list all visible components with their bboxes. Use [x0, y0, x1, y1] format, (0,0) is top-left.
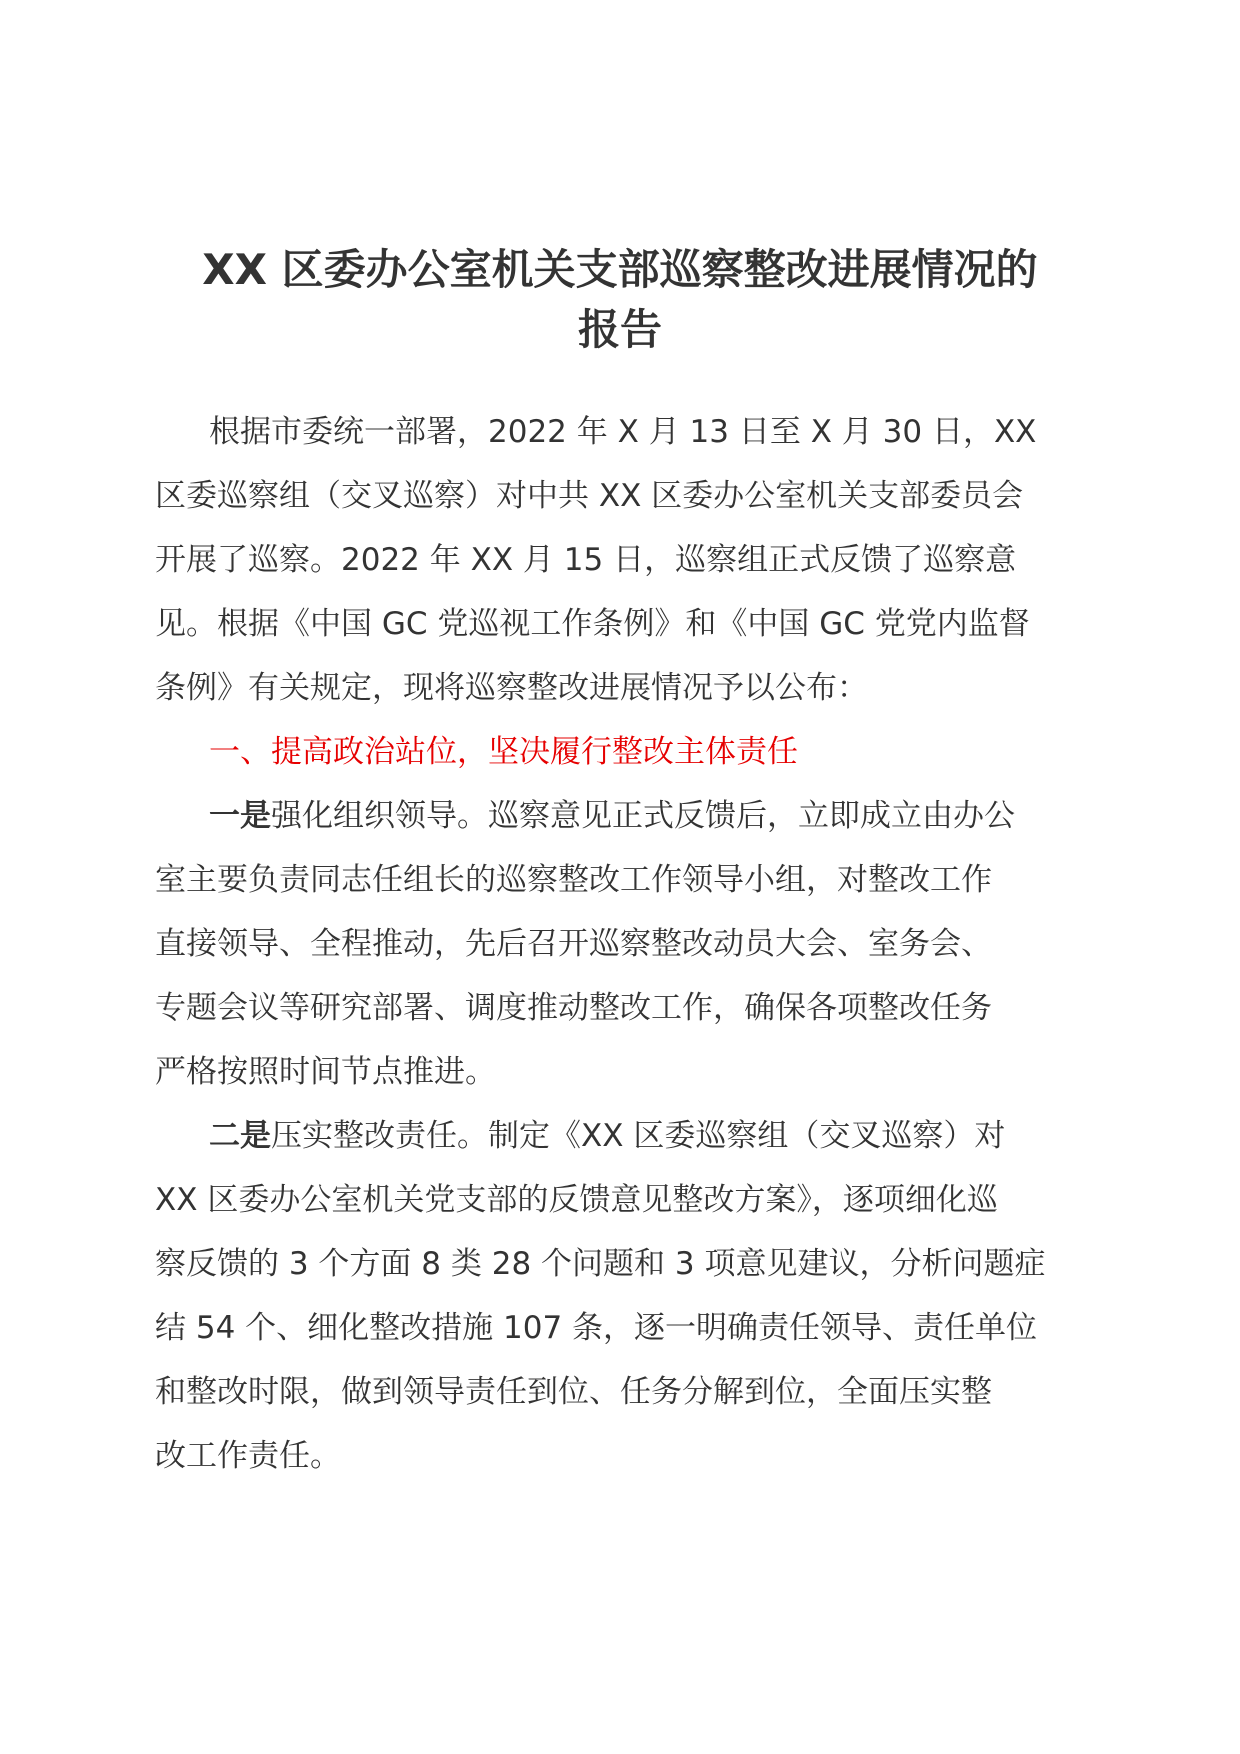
- item-line: 改工作责任。: [155, 1438, 341, 1474]
- intro-line: 见。根据《中国 GC 党巡视工作条例》和《中国 GC 党党内监督: [155, 606, 1030, 642]
- item-first-line: [155, 1104, 1095, 1168]
- intro-line: 根据市委统一部署，2022 年 X 月 13 日至 X 月 30 日，XX: [209, 414, 1037, 450]
- item-first-line: [155, 784, 1095, 848]
- item-first-line-text: 压实整改责任。制定《XX 区委巡察组（交叉巡察）对: [271, 1118, 1006, 1154]
- document-body: [155, 400, 1095, 1488]
- section-heading-1: [155, 720, 1095, 784]
- item-line: 专题会议等研究部署、调度推动整改工作，确保各项整改任务: [155, 990, 992, 1026]
- item-lead: 一是: [209, 798, 271, 834]
- item-paragraph-2: [155, 1104, 1095, 1488]
- item-line: 室主要负责同志任组长的巡察整改工作领导小组，对整改工作: [155, 862, 992, 898]
- intro-paragraph: [155, 400, 1095, 720]
- section-heading-text: 一、提高政治站位，坚决履行整改主体责任: [209, 734, 798, 770]
- item-paragraph-1: [155, 784, 1095, 1104]
- item-line: 和整改时限，做到领导责任到位、任务分解到位，全面压实整: [155, 1374, 992, 1410]
- title-line-1: XX 区委办公室机关支部巡察整改进展情况的: [202, 245, 1038, 294]
- intro-line: 条例》有关规定，现将巡察整改进展情况予以公布：: [155, 670, 868, 706]
- intro-line: 区委巡察组（交叉巡察）对中共 XX 区委办公室机关支部委员会: [155, 478, 1024, 514]
- intro-line: 开展了巡察。2022 年 XX 月 15 日，巡察组正式反馈了巡察意: [155, 542, 1017, 578]
- item-line: 直接领导、全程推动，先后召开巡察整改动员大会、室务会、: [155, 926, 992, 962]
- document-title: [150, 240, 1090, 360]
- item-line: 结 54 个、细化整改措施 107 条，逐一明确责任领导、责任单位: [155, 1310, 1038, 1346]
- item-first-line-text: 强化组织领导。巡察意见正式反馈后，立即成立由办公: [271, 798, 1015, 834]
- item-line: 察反馈的 3 个方面 8 类 28 个问题和 3 项意见建议，分析问题症: [155, 1246, 1046, 1282]
- item-line: 严格按照时间节点推进。: [155, 1054, 496, 1090]
- item-lead: 二是: [209, 1118, 271, 1154]
- item-line: XX 区委办公室机关党支部的反馈意见整改方案》，逐项细化巡: [155, 1182, 998, 1218]
- title-line-2: 报告: [577, 305, 662, 354]
